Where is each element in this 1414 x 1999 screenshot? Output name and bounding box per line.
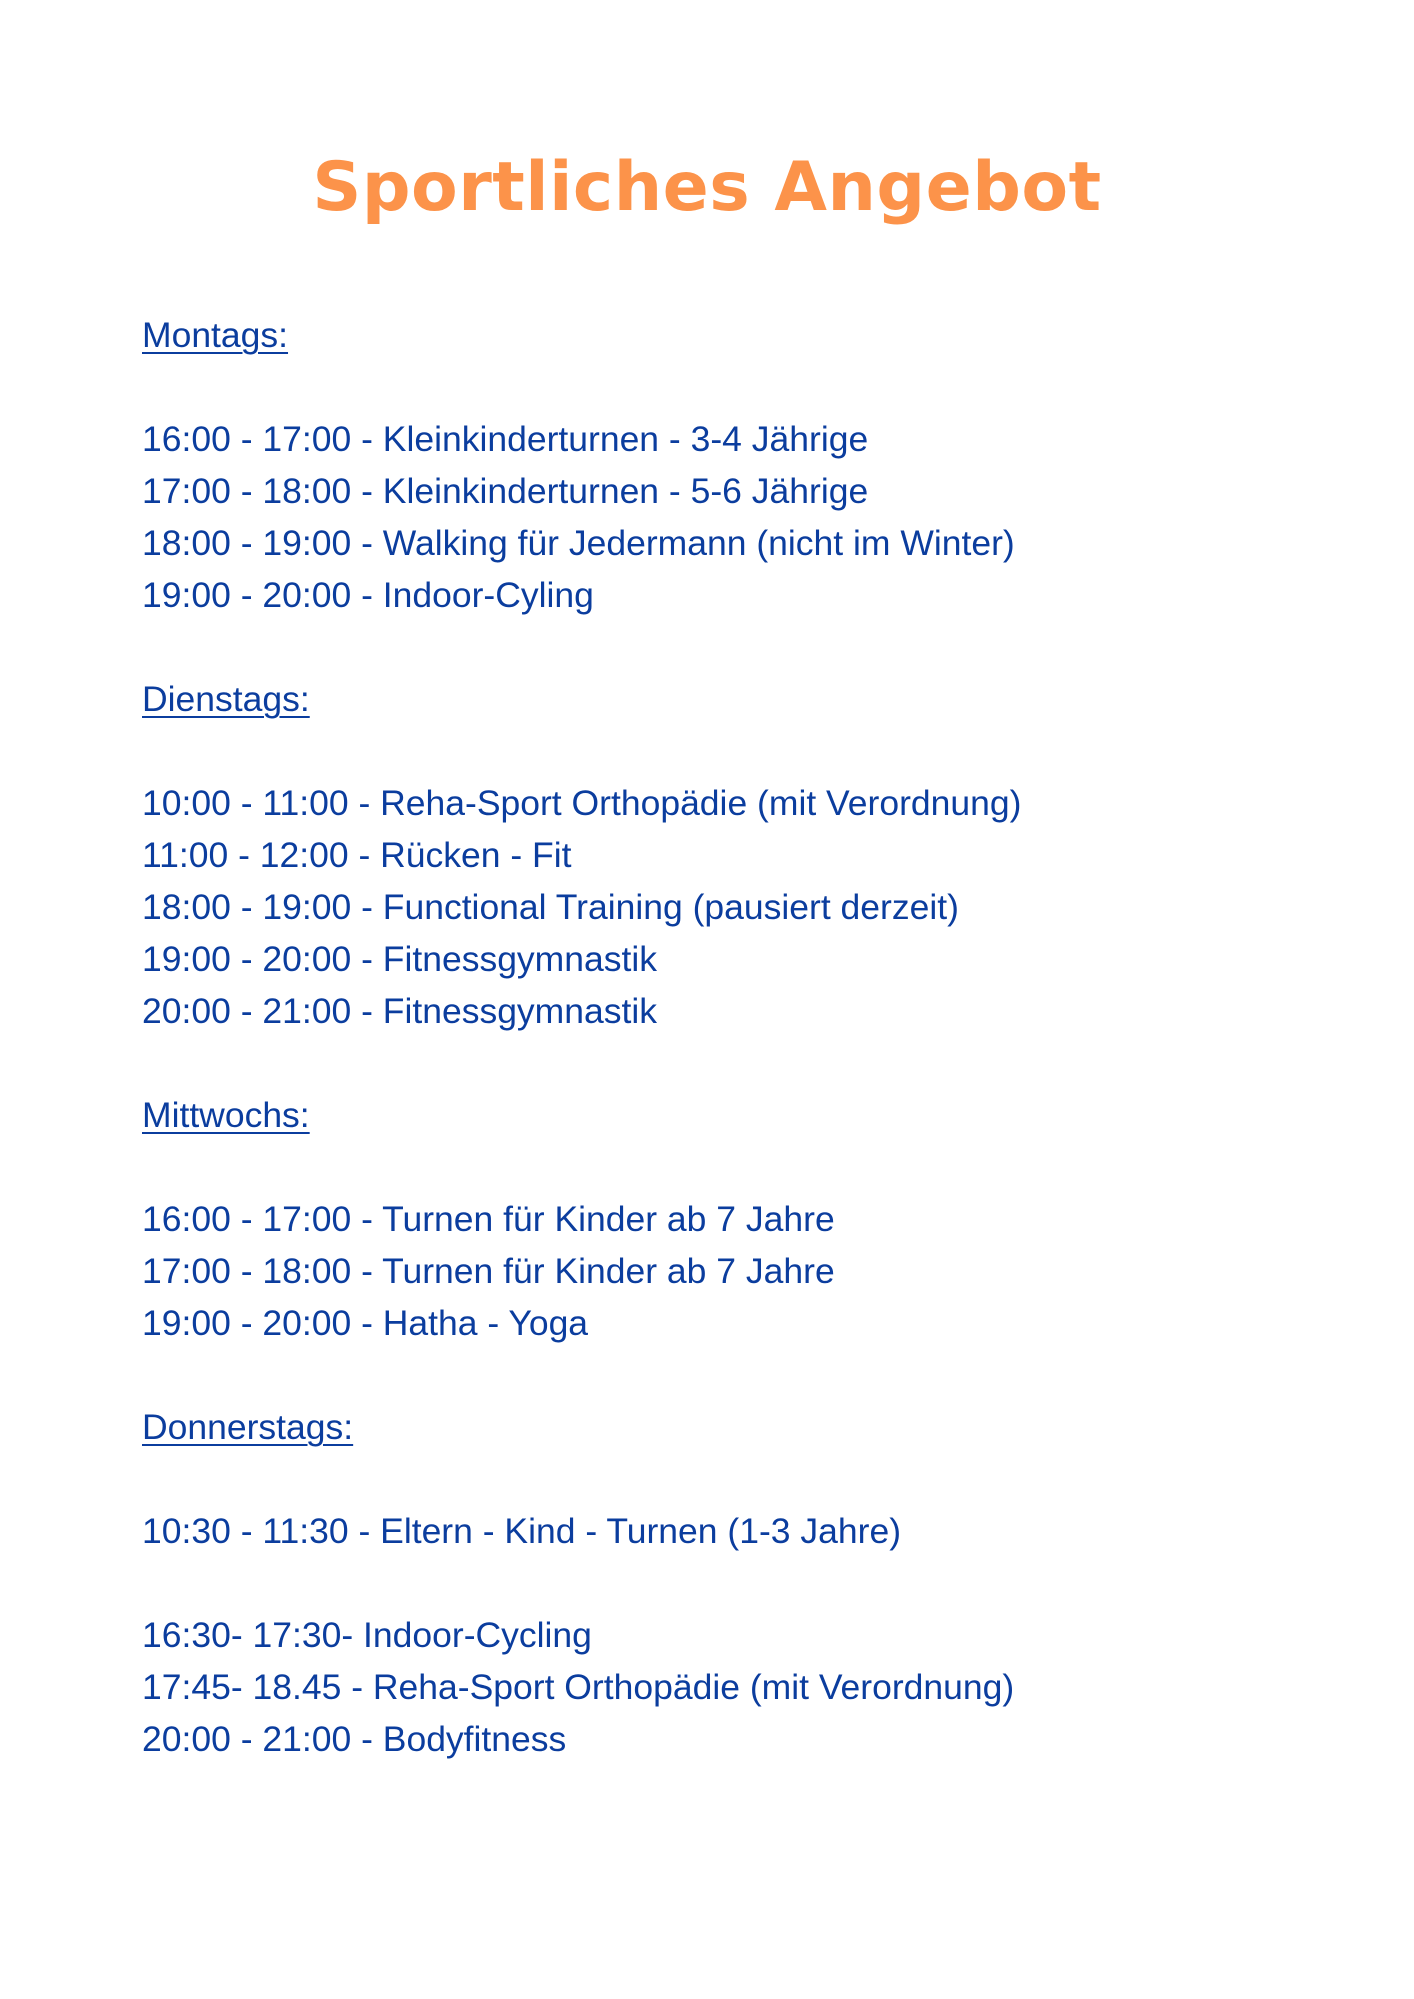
schedule-entry: 16:00 - 17:00 - Turnen für Kinder ab 7 Jahre — [142, 1199, 835, 1239]
schedule-entry: 20:00 - 21:00 - Fitnessgymnastik — [142, 991, 657, 1031]
schedule-entry: 19:00 - 20:00 - Hatha - Yoga — [142, 1303, 589, 1343]
schedule-entry: 16:30- 17:30- Indoor-Cycling — [142, 1615, 592, 1655]
spacer — [142, 1037, 1322, 1089]
schedule-entry: 11:00 - 12:00 - Rücken - Fit — [142, 835, 572, 875]
schedule-entry: 17:45- 18.45 - Reha-Sport Orthopädie (mit Verordnung) — [142, 1667, 1015, 1707]
page-title: Sportliches Angebot — [312, 148, 1102, 227]
schedule-entry: 17:00 - 18:00 - Turnen für Kinder ab 7 Jahre — [142, 1251, 835, 1291]
schedule-entry: 16:00 - 17:00 - Kleinkinderturnen - 3-4 Jährige — [142, 419, 869, 459]
day-heading: Mittwochs: — [142, 1095, 310, 1135]
day-section — [142, 673, 1322, 1037]
day-heading: Montags: — [142, 315, 289, 355]
day-heading: Donnerstags: — [142, 1407, 354, 1447]
spacer — [142, 1453, 1322, 1505]
spacer — [142, 1349, 1322, 1401]
schedule-entry: 19:00 - 20:00 - Indoor-Cyling — [142, 575, 594, 615]
spacer — [142, 1557, 1322, 1609]
spacer — [142, 361, 1322, 413]
spacer — [142, 621, 1322, 673]
spacer — [142, 725, 1322, 777]
day-section — [142, 1401, 1322, 1765]
spacer — [142, 1141, 1322, 1193]
schedule-entry: 18:00 - 19:00 - Walking für Jedermann (nicht im Winter) — [142, 523, 1015, 563]
schedule-entry: 10:30 - 11:30 - Eltern - Kind - Turnen (1-3 Jahre) — [142, 1511, 902, 1551]
schedule-entry: 18:00 - 19:00 - Functional Training (pausiert derzeit) — [142, 887, 959, 927]
day-section — [142, 309, 1322, 621]
schedule — [142, 309, 1322, 1765]
schedule-entry: 20:00 - 21:00 - Bodyfitness — [142, 1719, 567, 1759]
day-section — [142, 1089, 1322, 1349]
schedule-entry: 19:00 - 20:00 - Fitnessgymnastik — [142, 939, 657, 979]
schedule-entry: 17:00 - 18:00 - Kleinkinderturnen - 5-6 Jährige — [142, 471, 869, 511]
day-heading: Dienstags: — [142, 679, 310, 719]
schedule-entry: 10:00 - 11:00 - Reha-Sport Orthopädie (mit Verordnung) — [142, 783, 1022, 823]
